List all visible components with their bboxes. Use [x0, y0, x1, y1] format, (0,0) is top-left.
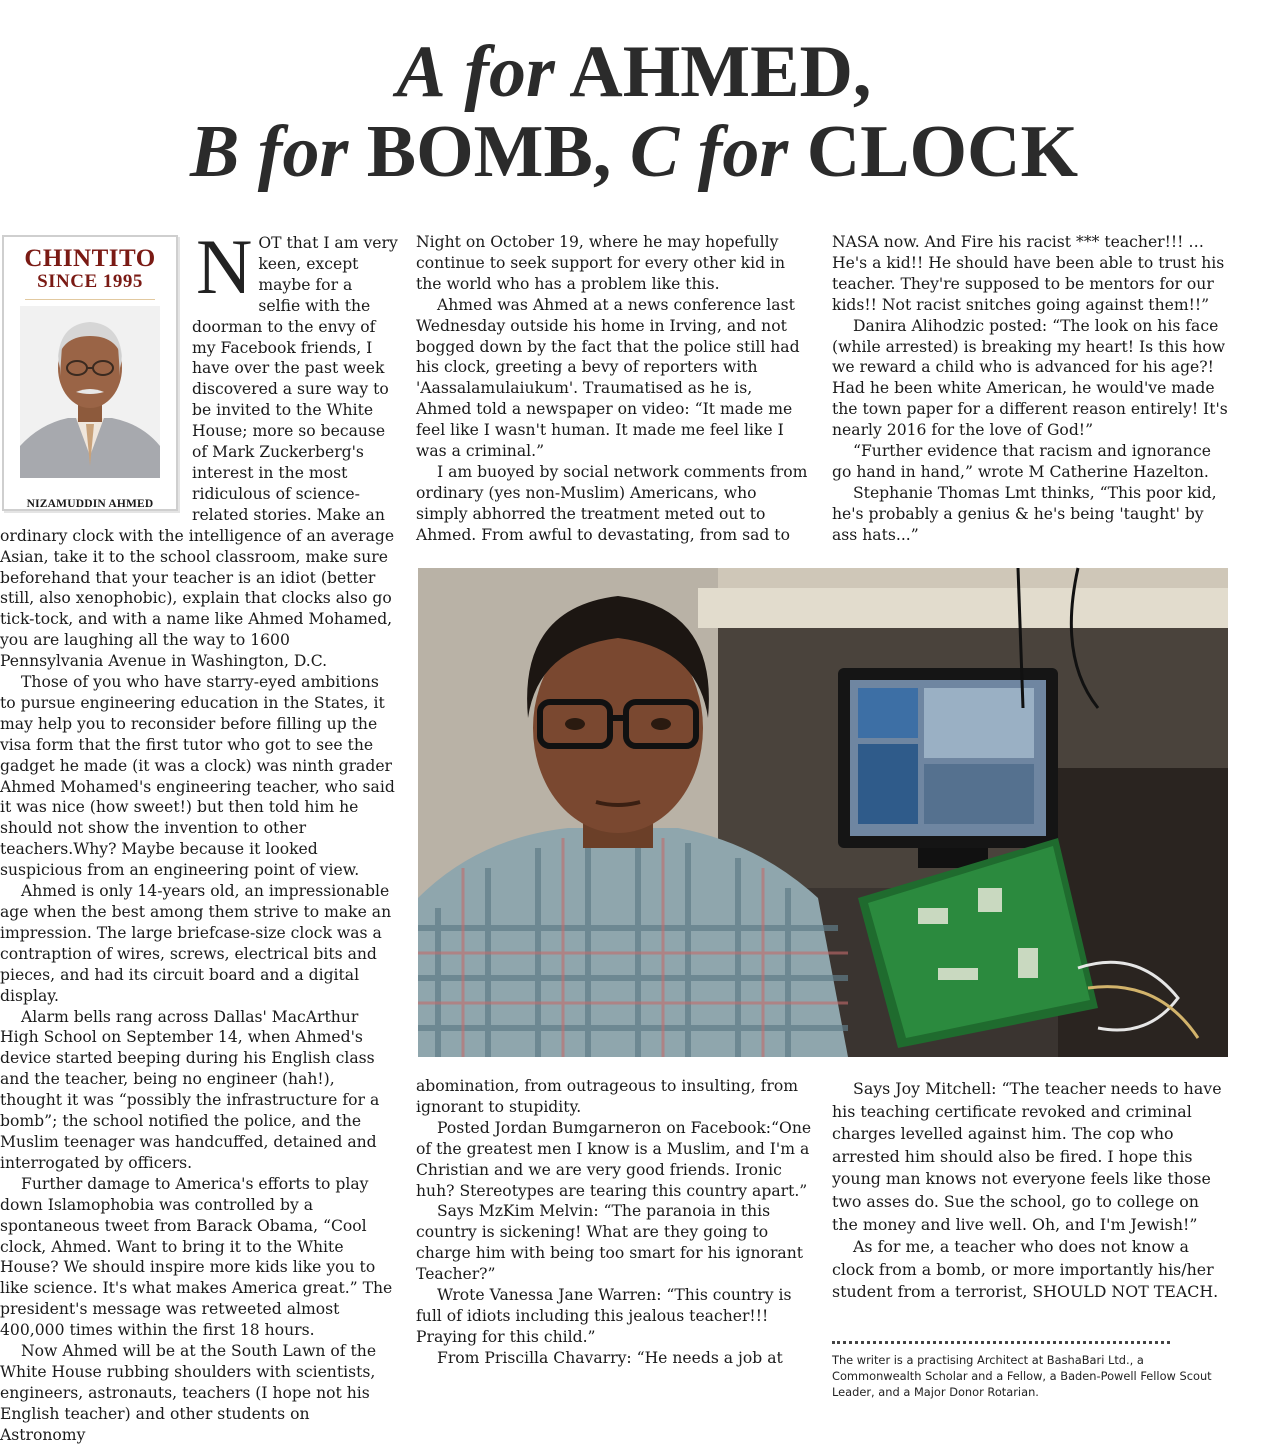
- article-paragraph: Danira Alihodzic posted: “The look on his face (while arrested) is breaking my heart! Is this how we reward a child who is advanced for his age?! Had he been white American, he would've made the town paper for a different reason entirely! It's nearly 2016 for the love of God!”: [832, 316, 1228, 440]
- article-paragraph: abomination, from outrageous to insulting, from ignorant to stupidity.: [416, 1077, 799, 1116]
- article-paragraph: I am buoyed by social network comments from ordinary (yes non-Muslim) Americans, who simply abhorred the treatment meted out to Ahmed. From awful to devastating, from sad to: [416, 462, 808, 544]
- lead-paragraph-text: OT that I am very keen, except maybe for a selfie with the doorman to the envy of my Facebook friends, I have over the past week discovered a sure way to be invited to the White House; more so because of Mark Zuckerberg's interest in the most ridiculous of science-related stories. Make an ordinary clock with the intelligence of an average Asian, take it to the school classroom, make sure beforehand that your teacher is an idiot (better still, also xenophobic), explain that clocks also go tick-tock, and with a name like Ahmed Mohamed, you are laughing all the way to 1600 Pennsylvania Avenue in Washington, D.C.: [0, 234, 398, 671]
- headline-line-2: [0, 112, 1268, 192]
- author-portrait: [20, 306, 160, 478]
- article-paragraph: Stephanie Thomas Lmt thinks, “This poor kid, he's probably a genius & he's being 'taught' by ass hats...”: [832, 483, 1217, 544]
- author-footnote: The writer is a practising Architect at BashaBari Ltd., a Commonwealth Scholar and a Fellow, a Baden-Powell Fellow Scout Leader, and a Major Donor Rotarian.: [832, 1353, 1212, 1400]
- headline-for: for: [697, 111, 789, 193]
- footnote-divider: [832, 1341, 1170, 1344]
- article-paragraph: Further damage to America's efforts to play down Islamophobia was controlled by a spontaneous tweet from Barack Obama, “Cool clock, Ahmed. Want to bring it to the White House? We should inspire more kids like you to like science. It's what makes America great.” The president's message was retweeted almost 400,000 times within the first 18 hours.: [0, 1174, 393, 1340]
- byline-divider: [25, 299, 155, 300]
- article-paragraph: Wrote Vanessa Jane Warren: “This country is full of idiots including this jealous teacher!!! Praying for this child.”: [416, 1286, 792, 1346]
- article-paragraph: “Further evidence that racism and ignorance go hand in hand,” wrote M Catherine Hazelton.: [832, 442, 1211, 481]
- article-paragraph: From Priscilla Chavarry: “He needs a job at: [437, 1348, 783, 1367]
- headline-for: for: [257, 111, 349, 193]
- article-paragraph: Ahmed is only 14-years old, an impressionable age when the best among them strive to make an impression. The large briefcase-size clock was a contraption of wires, screws, electrical bits and pieces, and had its circuit board and a digital display.: [0, 882, 392, 1005]
- ahmed-photo: [418, 568, 1228, 1057]
- article-paragraph: NASA now. And Fire his racist *** teacher!!! … He's a kid!! He should have been able to trust his teacher. They're supposed to be mentors for our kids!! Not racist snitches going against them!!”: [832, 233, 1225, 314]
- article-paragraph: Night on October 19, where he may hopefully continue to seek support for every other kid in the world who has a problem like this.: [416, 233, 786, 293]
- article-paragraph: As for me, a teacher who does not know a clock from a bomb, or more importantly his/her student from a terrorist, SHOULD NOT TEACH.: [832, 1237, 1219, 1302]
- headline-for: for: [464, 31, 555, 113]
- article-column-3: [832, 232, 1228, 546]
- headline-letter-c: C: [629, 111, 680, 193]
- article-paragraph: Says MzKim Melvin: “The paranoia in this country is sickening! What are they going to charge him with being too smart for his ignorant Teacher?”: [416, 1202, 804, 1284]
- columnist-byline-box: [2, 235, 178, 511]
- column-since: SINCE 1995: [37, 271, 143, 292]
- headline-bomb: BOMB,: [366, 111, 612, 193]
- headline-clock: CLOCK: [806, 111, 1079, 193]
- article-paragraph: Now Ahmed will be at the South Lawn of the White House rubbing shoulders with scientists, engineers, astronauts, teachers (I hope not his English teacher) and other students on Astronomy: [0, 1342, 377, 1444]
- author-name: NIZAMUDDIN AHMED: [26, 497, 154, 510]
- drop-cap: N: [196, 223, 253, 310]
- article-paragraph: Says Joy Mitchell: “The teacher needs to have his teaching certificate revoked and criminal charges levelled against him. The cop who arrested him should also be fired. I hope this young man knows not everyone feels like those two asses do. Sue the school, go to college on the money and live well. Oh, and I'm Jewish!”: [832, 1079, 1222, 1234]
- column-name: CHINTITO: [24, 245, 156, 272]
- article-paragraph: Ahmed was Ahmed at a news conference last Wednesday outside his home in Irving, and not bogged down by the fact that the police still had his clock, greeting a bevy of reporters with 'Aassalamulaiukum'. Traumatised as he is, Ahmed told a newspaper on video: “It made me feel like I wasn't human. It made me feel like I was a criminal.”: [416, 295, 800, 461]
- headline-letter-b: B: [189, 111, 240, 193]
- article-column-3-continued: [832, 1078, 1228, 1304]
- headline-line-1: [0, 32, 1268, 112]
- headline-letter-a: A: [396, 31, 446, 113]
- article-paragraph: Posted Jordan Bumgarneron on Facebook:“One of the greatest men I know is a Muslim, and I'm a Christian and we are very good friends. Ironic huh? Stereotypes are tearing this country apart.”: [416, 1118, 812, 1200]
- article-column-2-continued: [416, 1076, 812, 1369]
- article-column-1: [0, 223, 398, 1446]
- article-column-2: [416, 232, 812, 546]
- headline-ahmed: AHMED,: [569, 31, 872, 113]
- article-paragraph: Alarm bells rang across Dallas' MacArthur High School on September 14, when Ahmed's device started beeping during his English class and the teacher, being no engineer (hah!), thought it was “possibly the infrastructure for a bomb”; the school notified the police, and the Muslim teenager was handcuffed, detained and interrogated by officers.: [0, 1007, 380, 1172]
- article-paragraph: Those of you who have starry-eyed ambitions to pursue engineering education in the States, it may help you to reconsider before filling up the visa form that the first tutor who got to see the gadget he made (it was a clock) was ninth grader Ahmed Mohamed's engineering teacher, who said it was nice (how sweet!) but then told him he should not show the invention to other teachers.Why? Maybe because it looked suspicious from an engineering point of view.: [0, 673, 395, 880]
